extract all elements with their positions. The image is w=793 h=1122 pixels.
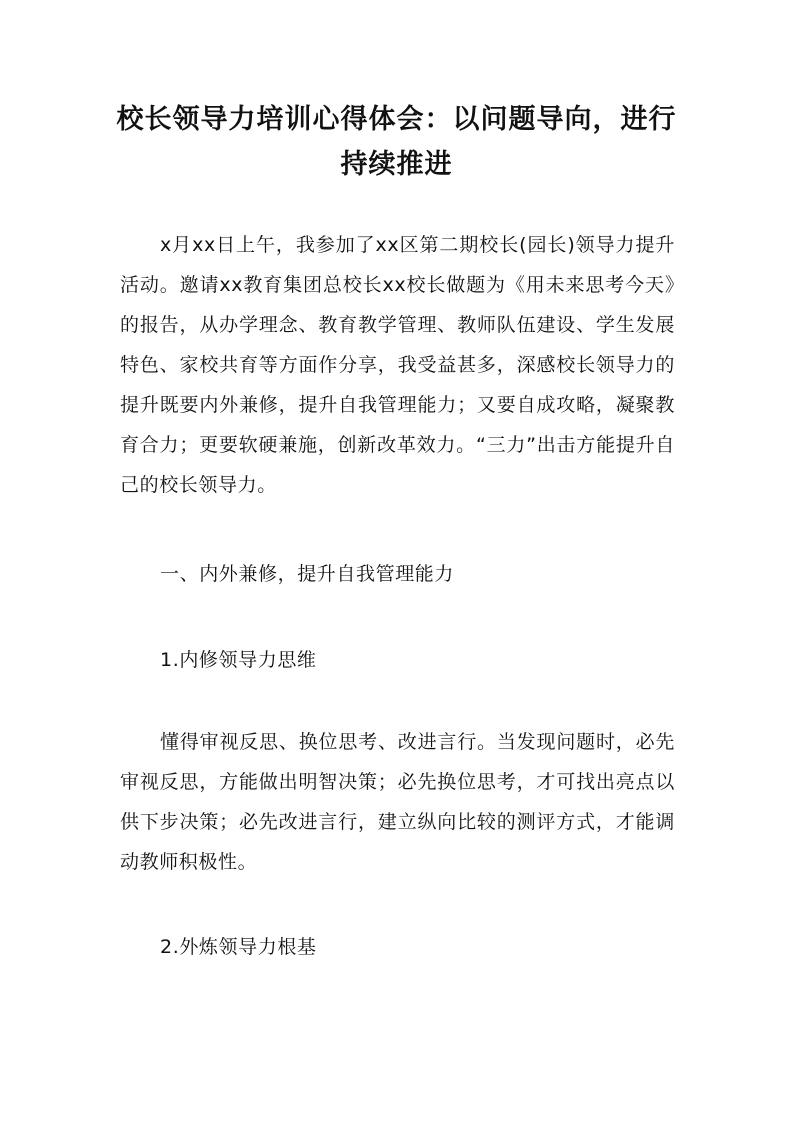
- subsection-heading: 1.内修领导力思维: [160, 649, 317, 671]
- intro-paragraph: x月xx日上午，我参加了xx区第二期校长(园长)领导力提升活动。邀请xx教育集团总校长xx校长做题为《用未来思考今天》的报告，从办学理念、教育教学管理、教师队伍建设、学生发展特色、家校共育等方面作分享，我受益甚多，深感校长领导力的提升既要内外兼修，提升自我管理能力；又要自成攻略，凝聚教育合力；更要软硬兼施，创新改革效力。“三力”出击方能提升自己的校长领导力。: [120, 234, 675, 496]
- subsection-heading: 2.外炼领导力根基: [160, 936, 317, 958]
- document-title: 校长领导力培训心得体会：以问题导向，进行持续推进: [116, 104, 677, 180]
- subsection-paragraph: 懂得审视反思、换位思考、改进言行。当发现问题时，必先审视反思，方能做出明智决策；必先换位思考，才可找出亮点以供下步决策；必先改进言行，建立纵向比较的测评方式，才能调动教师积极性。: [120, 731, 675, 873]
- section-heading: 一、内外兼修，提升自我管理能力: [160, 563, 455, 585]
